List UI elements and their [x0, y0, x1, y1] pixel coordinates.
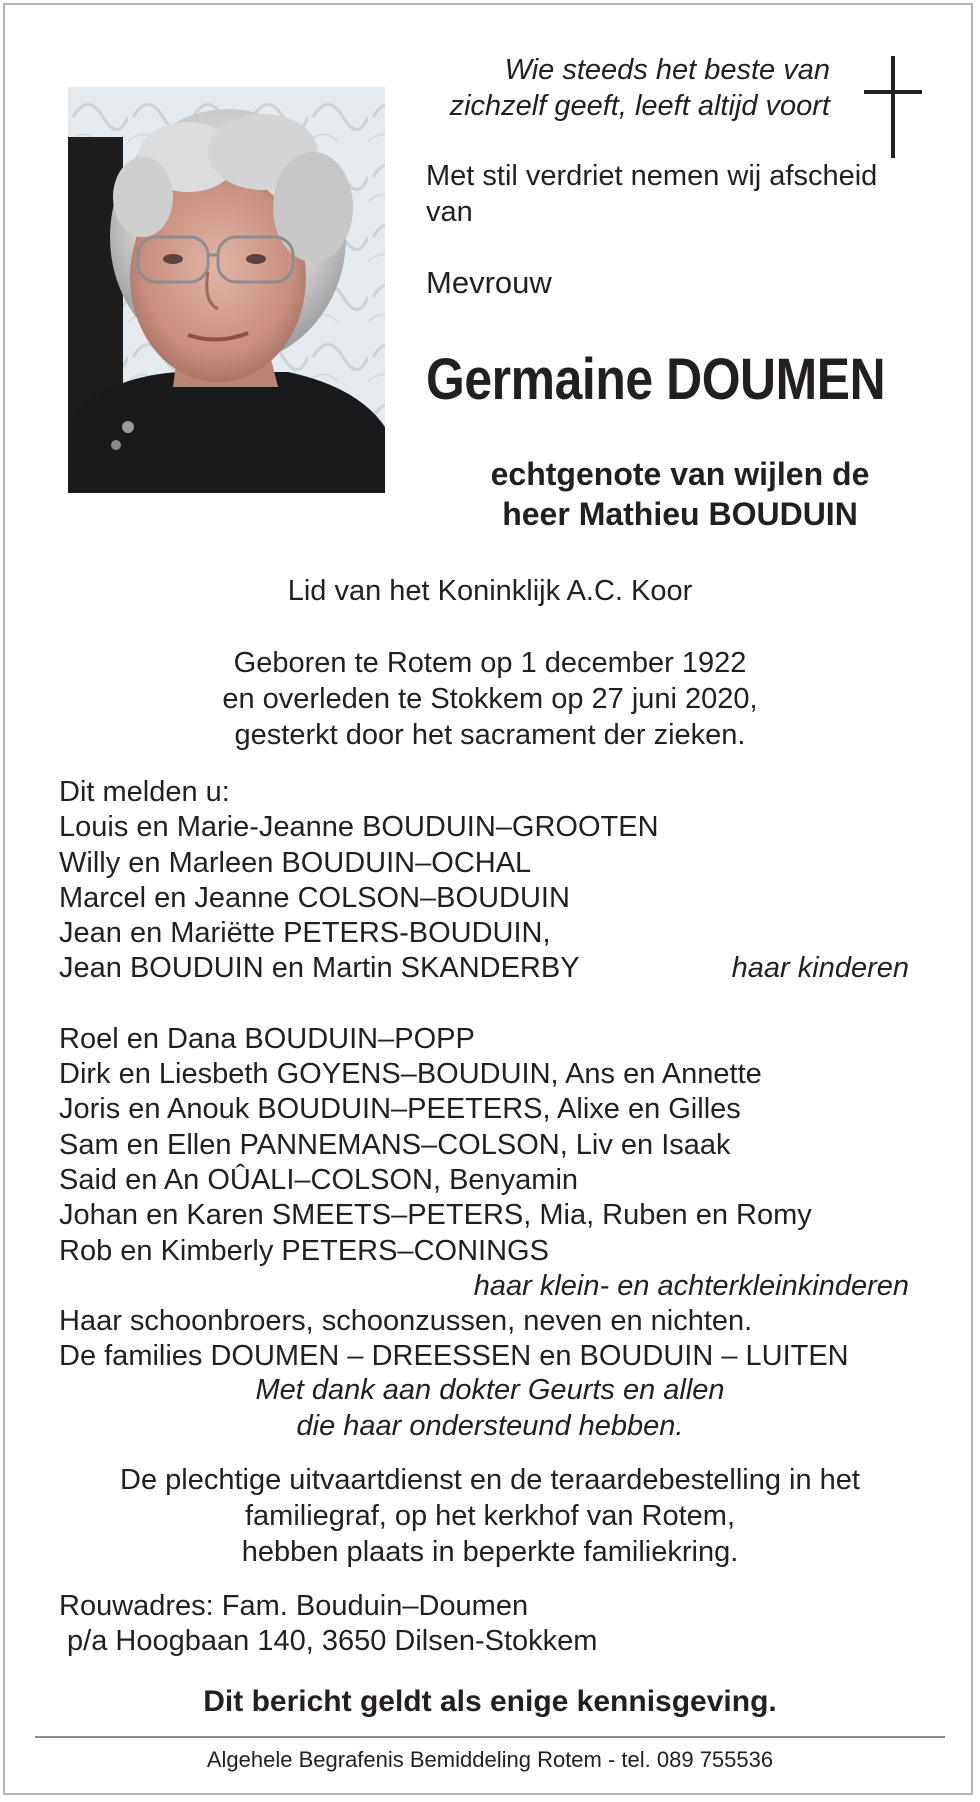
- spouse-line: echtgenote van wijlen de: [490, 456, 870, 492]
- thanks-line: Met dank aan dokter Geurts en allen: [255, 1374, 725, 1406]
- mourning-address: [59, 1588, 939, 1659]
- memorial-quote: [420, 52, 830, 124]
- sole-notice: Dit bericht geldt als enige kennisgeving.: [203, 1685, 777, 1718]
- child-row: Willy en Marleen BOUDUIN–OCHAL: [59, 846, 532, 879]
- child-row: Jean en Mariëtte PETERS-BOUDUIN,: [59, 917, 551, 950]
- relatives-row: De families DOUMEN – DREESSEN en BOUDUIN – LUITEN: [59, 1340, 849, 1373]
- grandchild-row: Said en An OÛALI–COLSON, Benyamin: [59, 1163, 579, 1196]
- children-note: haar kinderen: [731, 952, 909, 985]
- birth-line: gesterkt door het sacrament der zieken.: [234, 719, 746, 751]
- family-list: [59, 775, 939, 1375]
- relatives-row: Haar schoonbroers, schoonzussen, neven en nichten.: [59, 1305, 753, 1338]
- grandchild-row: Dirk en Liesbeth GOYENS–BOUDUIN, Ans en Annette: [59, 1058, 762, 1091]
- child-row: Louis en Marie-Jeanne BOUDUIN–GROOTEN: [59, 811, 659, 844]
- funeral-info: [0, 1462, 980, 1570]
- grandchild-row: Johan en Karen SMEETS–PETERS, Mia, Ruben en Romy: [59, 1199, 812, 1232]
- quote-line: zichzelf geeft, leeft altijd voort: [449, 90, 830, 122]
- child-row: Jean BOUDUIN en Martin SKANDERBY: [59, 952, 580, 985]
- grandchild-row: Roel en Dana BOUDUIN–POPP: [59, 1022, 475, 1055]
- birth-line: en overleden te Stokkem op 27 juni 2020,: [222, 683, 758, 715]
- grandchild-row: Sam en Ellen PANNEMANS–COLSON, Liv en Isaak: [59, 1128, 731, 1161]
- funeral-home-footer: Algehele Begrafenis Bemiddeling Rotem - tel. 089 755536: [206, 1747, 774, 1772]
- funeral-line: familiegraf, op het kerkhof van Rotem,: [244, 1500, 735, 1532]
- funeral-line: hebben plaats in beperkte familiekring.: [241, 1536, 739, 1568]
- thanks: [0, 1372, 980, 1444]
- announce-intro: Dit melden u:: [59, 776, 230, 808]
- child-row: Marcel en Jeanne COLSON–BOUDUIN: [59, 881, 570, 914]
- spouse-info: [430, 454, 930, 534]
- deceased-name: Germaine DOUMEN: [426, 347, 886, 412]
- address-line: p/a Hoogbaan 140, 3650 Dilsen-Stokkem: [59, 1625, 598, 1658]
- membership: Lid van het Koninklijk A.C. Koor: [287, 575, 693, 607]
- grandchild-row: Rob en Kimberly PETERS–CONINGS: [59, 1234, 549, 1267]
- cross-icon: [864, 56, 922, 158]
- grandchild-row: Joris en Anouk BOUDUIN–PEETERS, Alixe en Gilles: [59, 1093, 741, 1126]
- quote-line: Wie steeds het beste van: [504, 54, 830, 86]
- grandchildren-note: haar klein- en achterkleinkinderen: [473, 1269, 909, 1302]
- funeral-line: De plechtige uitvaartdienst en de teraardebestelling in het: [120, 1464, 860, 1496]
- honorific: Mevrouw: [426, 265, 552, 300]
- spouse-line: heer Mathieu BOUDUIN: [502, 496, 858, 532]
- address-line: Rouwadres: Fam. Bouduin–Doumen: [59, 1590, 529, 1622]
- grandchildren-note-row: [59, 1269, 939, 1304]
- farewell-intro: Met stil verdriet nemen wij afscheid van: [426, 160, 878, 228]
- birth-line: Geboren te Rotem op 1 december 1922: [233, 647, 747, 679]
- child-row-last: [59, 951, 939, 986]
- footer-divider: [35, 1736, 945, 1738]
- birth-death-info: [0, 645, 980, 753]
- thanks-line: die haar ondersteund hebben.: [296, 1410, 684, 1442]
- portrait-photo: [68, 87, 385, 493]
